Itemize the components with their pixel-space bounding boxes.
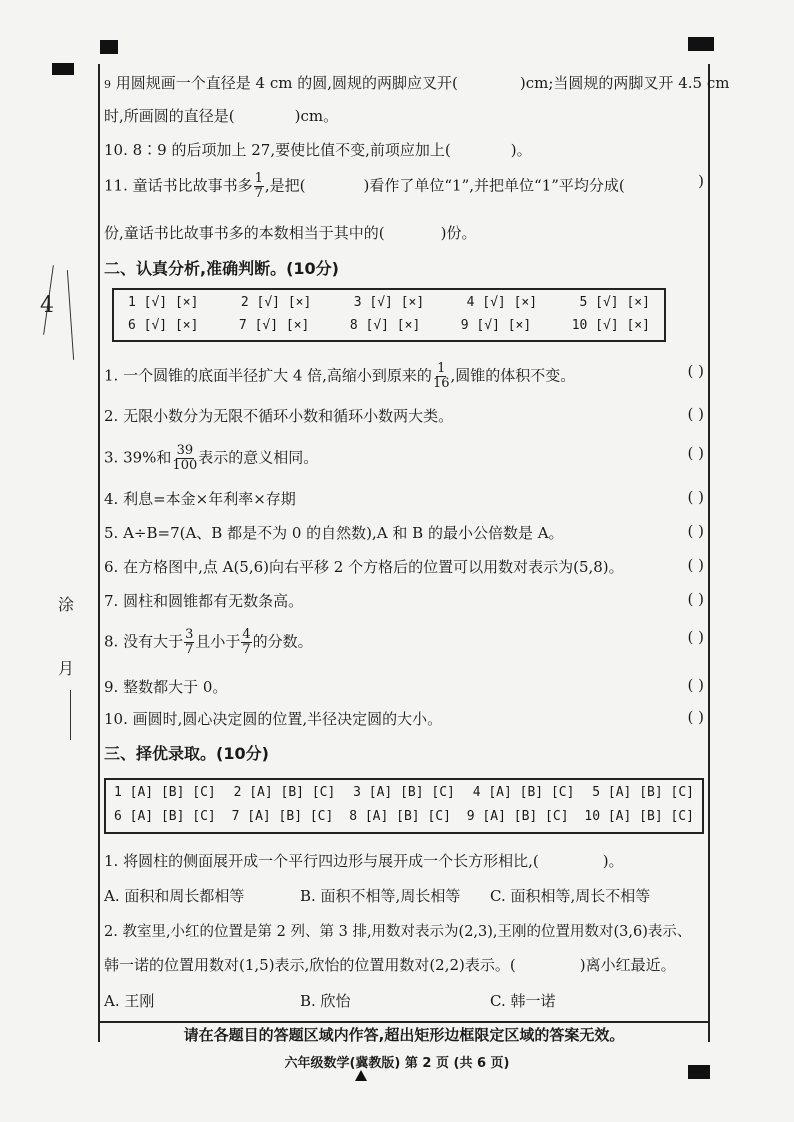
registration-marker-top-left — [100, 40, 118, 54]
answer-bubble[interactable]: 9 [√] [×] — [460, 318, 532, 333]
section-title-choice: 三、择优录取。(10分) — [104, 744, 269, 763]
judgement-question-8: 8. 没有大于 $\frac{3}{7}$ 且小于 $\frac{4}{7}$ 的分数。 ( ) — [104, 627, 704, 657]
choice-option-a: A. 王刚 — [104, 992, 155, 1010]
margin-handwritten-mark: 4 — [40, 293, 54, 318]
choice-option-c: C. 面积相等,周长不相等 — [490, 887, 651, 905]
answer-bubble[interactable]: 3 [A] [B] [C] — [353, 785, 455, 800]
fraction: $\frac{1}{7}$ — [254, 171, 263, 201]
answer-bubble[interactable]: 4 [√] [×] — [466, 295, 538, 310]
answer-bubble[interactable]: 5 [√] [×] — [579, 295, 650, 310]
answer-bubble[interactable]: 10 [√] [×] — [571, 318, 650, 333]
question-fill-11: 11. 童话书比故事书多 $\frac{1}{7}$ ,是把( )看作了单位“1”,并把单位“1”平均分成( ) — [104, 171, 704, 201]
judgement-question-7: 7. 圆柱和圆锥都有无数条高。 ( ) — [104, 590, 704, 610]
answer-bubble[interactable]: 2 [√] [×] — [240, 295, 312, 310]
choice-question-2: 2. 教室里,小红的位置是第 2 列、第 3 排,用数对表示为(2,3),王刚的位置用数对(3,6)表示、 — [104, 924, 692, 940]
registration-marker-top-right — [688, 37, 714, 51]
question-fill-9: 9 用圆规画一个直径是 4 cm 的圆,圆规的两脚应叉开( )cm;当圆规的两脚叉开 4.5 cm — [104, 74, 730, 92]
judgement-question-6: 6. 在方格图中,点 A(5,6)向右平移 2 个方格后的位置可以用数对表示为(5,8)。 ( ) — [104, 556, 704, 576]
answer-bubble[interactable]: 6 [√] [×] — [128, 318, 199, 333]
answer-bubble[interactable]: 6 [A] [B] [C] — [114, 809, 216, 824]
answer-area-notice: 请在各题目的答题区域内作答,超出矩形边框限定区域的答案无效。 — [100, 1021, 708, 1047]
answer-paren: ( ) — [687, 444, 704, 462]
fraction: $\frac{3}{7}$ — [185, 627, 194, 657]
answer-paren: ( ) — [687, 628, 704, 646]
judgement-question-9: 9. 整数都大于 0。 ( ) — [104, 676, 704, 696]
choice-question-1: 1. 将圆柱的侧面展开成一个平行四边形与展开成一个长方形相比,( )。 — [104, 852, 624, 870]
choice-option-a: A. 面积和周长都相等 — [104, 887, 245, 905]
margin-line — [70, 690, 71, 740]
answer-paren: ( ) — [687, 405, 704, 423]
answer-bubble[interactable]: 7 [√] [×] — [238, 318, 310, 333]
answer-bubble[interactable]: 1 [A] [B] [C] — [114, 785, 216, 800]
answer-paren: ( ) — [687, 708, 704, 726]
margin-label: 月 — [58, 659, 75, 678]
answer-bubble[interactable]: 3 [√] [×] — [353, 295, 425, 310]
question-fill-11-cont: 份,童话书比故事书多的本数相当于其中的( )份。 — [104, 224, 477, 242]
answer-region-border-left — [98, 64, 100, 1042]
judgement-question-1: 1. 一个圆锥的底面半径扩大 4 倍,高缩小到原来的 $\frac{1}{16}$ ,圆锥的体积不变。 ( ) — [104, 361, 704, 391]
triangle-marker-icon — [355, 1070, 367, 1081]
choice-option-c: C. 韩一诺 — [490, 992, 556, 1010]
choice-option-b: B. 欣怡 — [300, 992, 351, 1010]
question-fill-10: 10. 8∶9 的后项加上 27,要使比值不变,前项应加上( )。 — [104, 141, 532, 159]
answer-bubble[interactable]: 9 [A] [B] [C] — [466, 809, 569, 824]
answer-bubble[interactable]: 7 [A] [B] [C] — [231, 809, 334, 824]
judgement-question-10: 10. 画圆时,圆心决定圆的位置,半径决定圆的大小。 ( ) — [104, 708, 704, 728]
margin-line — [67, 270, 74, 360]
answer-bubble[interactable]: 4 [A] [B] [C] — [472, 785, 575, 800]
answer-paren: ( ) — [687, 676, 704, 694]
page-footer: 六年级数学(冀教版) 第 2 页 (共 6 页) — [284, 1056, 510, 1071]
choice-answer-sheet — [104, 778, 704, 834]
choice-option-b: B. 面积不相等,周长相等 — [300, 887, 461, 905]
section-title-judgement: 二、认真分析,准确判断。(10分) — [104, 259, 339, 278]
fraction: $\frac{4}{7}$ — [242, 627, 251, 657]
answer-paren: ( ) — [687, 362, 704, 380]
registration-marker-left — [52, 63, 74, 75]
answer-paren: ( ) — [687, 488, 704, 506]
judgement-question-5: 5. A÷B=7(A、B 都是不为 0 的自然数),A 和 B 的最小公倍数是 A。 ( ) — [104, 522, 704, 542]
judgement-answer-sheet — [112, 288, 666, 342]
answer-region-border-right — [708, 64, 710, 1042]
fraction: $\frac{39}{100}$ — [172, 443, 198, 473]
margin-label: 涂 — [58, 595, 75, 614]
answer-paren: ( ) — [687, 556, 704, 574]
answer-bubble[interactable]: 10 [A] [B] [C] — [584, 809, 694, 824]
choice-question-2-cont: 韩一诺的位置用数对(1,5)表示,欣怡的位置用数对(2,2)表示。( )离小红最近。 — [104, 956, 676, 974]
judgement-question-2: 2. 无限小数分为无限不循环小数和循环小数两大类。 ( ) — [104, 405, 704, 425]
judgement-question-3: 3. 39%和 $\frac{39}{100}$ 表示的意义相同。 ( ) — [104, 443, 704, 473]
answer-bubble[interactable]: 1 [√] [×] — [128, 295, 199, 310]
answer-bubble[interactable]: 2 [A] [B] [C] — [233, 785, 336, 800]
answer-paren: ( ) — [687, 590, 704, 608]
answer-bubble[interactable]: 8 [A] [B] [C] — [349, 809, 451, 824]
question-fill-9-cont: 时,所画圆的直径是( )cm。 — [104, 107, 339, 125]
answer-paren: ( ) — [687, 522, 704, 540]
judgement-question-4: 4. 利息=本金×年利率×存期 ( ) — [104, 488, 704, 508]
answer-bubble[interactable]: 8 [√] [×] — [349, 318, 421, 333]
answer-bubble[interactable]: 5 [A] [B] [C] — [592, 785, 694, 800]
fraction: $\frac{1}{16}$ — [432, 361, 450, 391]
